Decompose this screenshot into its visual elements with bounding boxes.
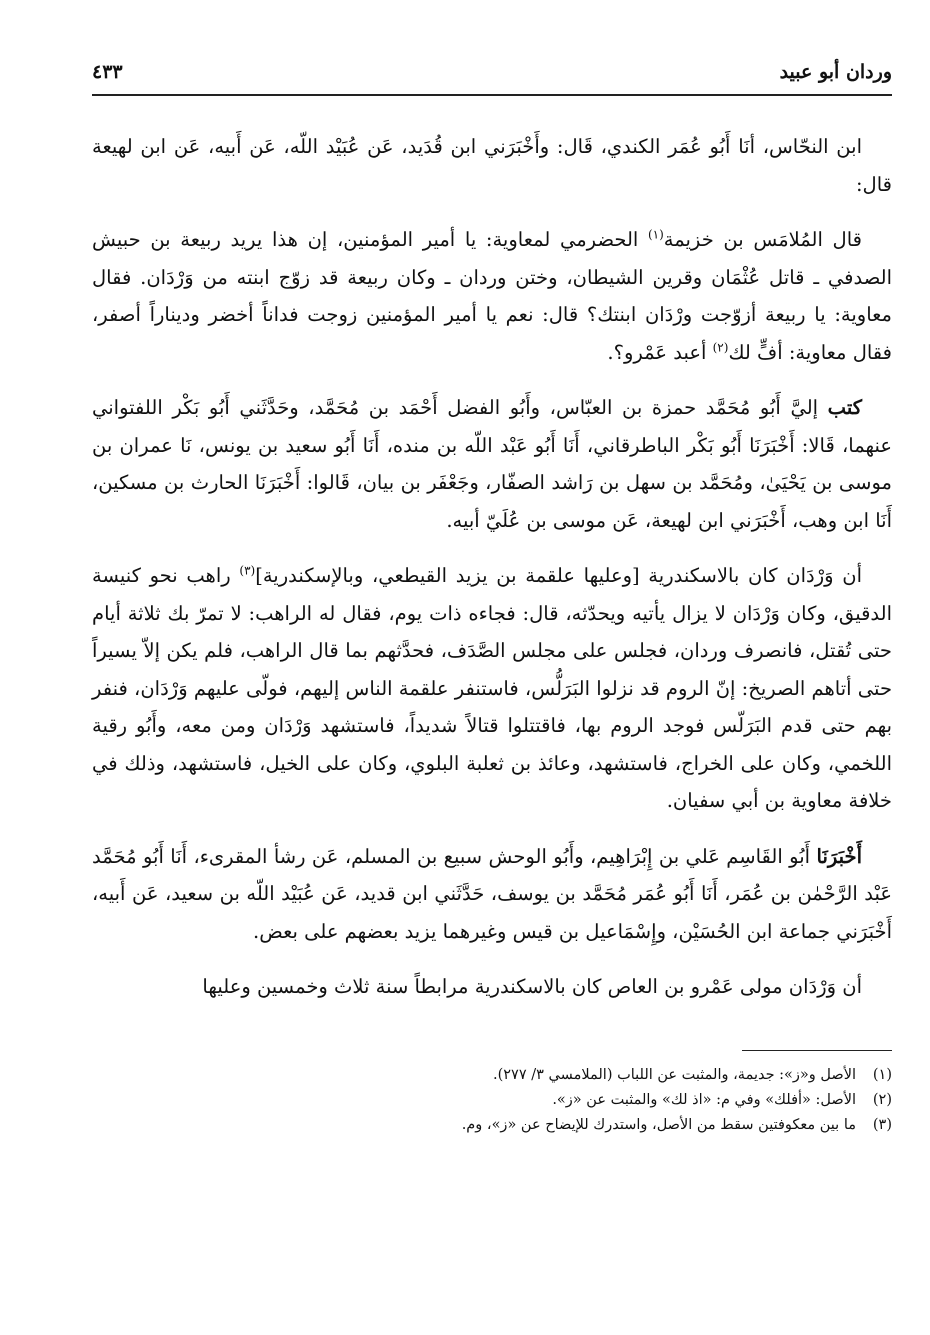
paragraph-5 <box>92 838 892 951</box>
footnote-ref: (٢) <box>712 340 729 354</box>
paragraph-text: إليَّ أَبُو مُحَمَّد حمزة بن العبّاس، وأَبُو الفضل أَحْمَد بن مُحَمَّد، وحَدَّثَني أَبُو بَكْر اللفتواني عنهما، قَالا: أَخْبَرَنَا أَبُو بَكْر الباطرقاني، أَنَا أَبُو عَبْد اللّه بن منده، أَنَا أَبُو سعيد بن يونس، نَا عمران بن موسى بن يَحْيَىٰ، ومُحَمَّد بن سهل بن رَاشد الصفّار، وجَعْفَر بن بيان، قَالوا: أَخْبَرَنَا الحارث بن مسكين، أَنَا ابن وهب، أَخْبَرَني ابن لهيعة، عَن موسى بن عُلَيّ أبيه. <box>92 396 892 532</box>
main-text <box>92 128 892 1006</box>
paragraph-1 <box>92 128 892 203</box>
footnote-ref: (١) <box>647 227 664 242</box>
footnote-text: الأصل: «أفلك» وفي م: «اذ لك» والمثبت عن «ز». <box>552 1091 856 1108</box>
paragraph-text: راهب نحو كنيسة الدقيق، وكان وَرْدَان لا يزال يأتيه ويحدّثه، قال: فجاءه ذات يوم، فقال له الراهب: لا تمرّ بك ثلاثة أيام حتى تُقتل، فانصرف وردان، فجلس على مجلس الصَّدَف، فحدَّثهم بما قال الراهب، فلم يكن إلاّ يسيراً حتى أتاهم الصريخ: إنّ الروم قد نزلوا البَرَلُّس، فاستنفر علقمة الناس إليهم، فولّى عليهم وَرْدَان، فنفر بهم حتى قدم البَرَلّس فوجد الروم بها، فاقتتلوا قتالاً شديداً، فاستشهد وَرْدَان ومن معه، وأَبُو رقية اللخمي، وكان على الخراج، فاستشهد، وعائذ بن ثعلبة البلوي، وكان على الخيل، فاستشهد، وذلك في خلافة معاوية بن أبي سفيان. <box>92 564 892 812</box>
footnote-text: الأصل و«ز»: جديمة، والمثبت عن اللباب (الملامسي ٣/ ٢٧٧). <box>492 1066 856 1083</box>
footnotes <box>92 1063 892 1138</box>
footnote-number: (١) <box>872 1066 892 1083</box>
paragraph-text: أن وَرْدَان كان بالاسكندرية [وعليها علقمة بن يزيد القيطعي، وبالإسكندرية] <box>255 564 862 587</box>
paragraph-text: أعبد عَمْرو؟. <box>607 340 713 364</box>
paragraph-text: أن وَرْدَان مولى عَمْرو بن العاص كان بالاسكندرية مرابطاً سنة ثلاث وخمسين وعليها <box>202 975 862 998</box>
footnote-text: ما بين معكوفتين سقط من الأصل، واستدرك للإيضاح عن «ز»، وم. <box>461 1116 856 1133</box>
paragraph-4 <box>92 557 892 820</box>
footnote-number: (٣) <box>872 1116 892 1133</box>
running-title: وردان أبو عبيد <box>779 61 892 83</box>
header-divider <box>92 94 892 96</box>
paragraph-text: أَبُو القَاسِم عَلي بن إِبْرَاهِيم، وأَبُو الوحش سبيع بن المسلم، عَن رشأ المقرىء، أَنَا أَبُو مُحَمَّد عَبْد الرَّحْمٰن بن عُمَر، أَنَا أَبُو عُمَر مُحَمَّد بن يوسف، حَدَّثَني ابن قديد، عَن عُبَيْد اللّه بن سعيد، عَن أَبيه، أَخْبَرَني جماعة ابن الحُسَيْن، وإِسْمَاعيل بن قيس وغيرهما يزيد بعضهم على بعض. <box>92 844 892 943</box>
isnad-lead-word: أَخْبَرَنَا <box>816 844 862 868</box>
footnote-number: (٢) <box>872 1091 892 1108</box>
footnote <box>92 1113 892 1138</box>
footnote <box>92 1088 892 1113</box>
footnote-divider <box>742 1050 892 1051</box>
footnote-ref: (٣) <box>239 563 256 578</box>
isnad-lead-word: كتب <box>827 396 862 419</box>
footnote <box>92 1063 892 1088</box>
page-number: ٤٣٣ <box>92 61 123 83</box>
paragraph-text: قال المُلامَس بن خزيمة <box>663 228 862 251</box>
running-head <box>92 52 892 92</box>
paragraph-2 <box>92 221 892 371</box>
paragraph-3 <box>92 389 892 539</box>
paragraph-text: ابن النحّاس، أنَا أَبُو عُمَر الكندي، قَال: وأَخْبَرَني ابن قُدَيد، عَن عُبَيْد اللّه، عَن أَبيه، عَن ابن لهيعة قال: <box>92 135 892 196</box>
paragraph-text: الحضرمي لمعاوية: يا أمير المؤمنين، إن هذا يريد ربيعة بن حبيش الصدفي ـ قاتل عُثْمَان وقرين الشيطان، وختن وردان ـ وكان ربيعة قد زوّج ابنته من وَرْدَان. فقال معاوية: يا ربيعة أزوّجت ورْدَان ابنتك؟ قال: نعم يا أمير المؤمنين زوجت فداناً أخضر وديناراً أصفر، فقال معاوية: أفٍّ لك <box>92 228 892 364</box>
paragraph-6 <box>92 968 892 1006</box>
book-page <box>92 52 892 1292</box>
